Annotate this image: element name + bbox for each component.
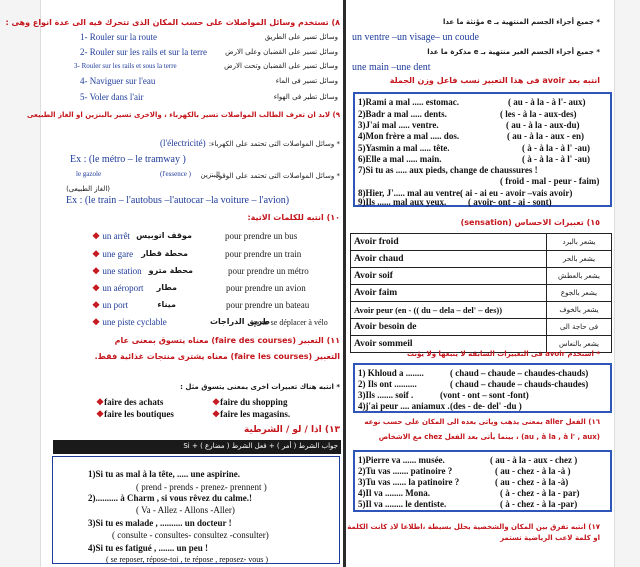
place-1-use: pour prendre un bus (225, 231, 298, 241)
shopping-title: * انتبه هناك تعبيرات اخرى بمعنى يتسوق مثل : (180, 383, 340, 391)
road-item-4-ar: وسائل تسير فى الماء (275, 77, 338, 85)
sens-ex-1-opts: ( chaud – chaude – chaudes-chauds) (450, 368, 589, 378)
si-exercise-2-options: ( Va - Allez - Allons -Aller) (136, 505, 235, 515)
sensation-ar: يشعر بالحر (547, 251, 612, 268)
aller-ex-1-opts: ( au - à la - aux - chez ) (490, 455, 578, 465)
avoir-ex-6-opts: ( à - à la - à l' -au) (522, 154, 590, 164)
sens-ex-2-opts: ( chaud – chaude – chauds-chaudes) (450, 379, 589, 389)
table-row (351, 319, 612, 336)
sensation-fr: Avoir soif (351, 268, 547, 285)
shopping-3: ❖faire les boutiques (96, 409, 174, 419)
sensation-fr: Avoir peur (en - (( du – dela – del' – des)) (351, 302, 547, 319)
shopping-2: ❖faire du shopping (212, 397, 288, 407)
feminine-body-rule: * جميع أجزاء الجسم المنتهية بـ e مؤنثة ما عدا (442, 18, 600, 26)
avoir-ex-7-q: 7)Si tu as ..... aux pieds, change de chaussures ! (358, 165, 538, 175)
avoir-ex-9-opts: ( avoir- ont - ai - sont) (468, 197, 552, 207)
chez-note: (au , à la , à l' , aux) ، بينما يأتى بعد الفعل chez مع الاشخاص (378, 433, 600, 441)
sensation-table (350, 233, 612, 353)
footer-note: ١٧) انتبه تفرق بين المكان والشخصية بحلل بسيطة ،اطلاعا لاذ كانت الكلمة او كلمة لاعب الرياضية تستمر (347, 523, 600, 542)
avoir-ex-5-opts: ( à - à la - à l' -au) (522, 143, 590, 153)
place-5-ar: ميناء (157, 300, 176, 309)
gas-ar: (الغاز الطبيعى) (66, 185, 110, 193)
place-6-ar: طريق الدراجات (209, 317, 270, 326)
place-4-ar: مطار (156, 283, 177, 292)
place-3-ar: محطة مترو (148, 266, 193, 275)
sens-ex-4-opts: (des - de- del' -du ) (450, 401, 522, 411)
place-3-use: pour prendre un métro (228, 266, 309, 276)
aller-ex-3-opts: ( au - chez - à la -à) (495, 477, 569, 487)
sensation-fr: Avoir besoin de (351, 319, 547, 336)
feminine-exceptions: une main –une dent (352, 62, 431, 73)
sensation-ar: يشعر بالنعاس (547, 336, 612, 353)
sensation-ar: يشعر بالعطش (547, 268, 612, 285)
avoir-ex-4-q: 4)Mon frère a mal ..... dos. (358, 131, 460, 141)
place-2-use: pour prendre un train (225, 249, 302, 259)
table-row (351, 268, 612, 285)
section-9-title: ٩) لابد ان تعرف الطالب المواصلات تسير بالكهرباء ، والاخرى تسير بالبنزين او الغاز الطبيعى (26, 111, 340, 119)
road-item-1-fr: 1- Rouler sur la route (80, 32, 157, 42)
place-6-use: pour se déplacer à vélo (254, 318, 328, 327)
masculine-exceptions: un ventre –un visage– un coude (352, 32, 479, 43)
place-2-ar: محطة قطار (141, 249, 188, 258)
place-5-use: pour prendre un bateau (226, 300, 310, 310)
avoir-ex-2-opts: ( les - à la - aux-des) (500, 109, 577, 119)
avoir-ex-1-q: 1)Rami a mal ..... estomac. (358, 97, 459, 107)
avoir-ex-4-opts: ( au - à la - aux - en) (507, 131, 584, 141)
section-8-title: ٨) تستخدم وسائل المواصلات على حسب المكان الذى تتحرك فيه الى عدة انواع وهى : (5, 18, 340, 27)
road-item-1-ar: وسائل تسير على الطريق (264, 33, 338, 41)
sensation-fr: Avoir froid (351, 234, 547, 251)
avoir-ex-9-q: 9)Ils ...... mal aux yeux. (358, 197, 447, 207)
aller-ex-5-q: 5)Il va ........ le dentiste. (358, 499, 447, 509)
aller-ex-3-q: 3)Tu vas ...... la patinoire ? (358, 477, 460, 487)
column-divider (343, 0, 346, 567)
sensation-ar: يشعر بالبرد (547, 234, 612, 251)
sens-ex-3-q: 3)Ils ....... soif . (358, 390, 414, 400)
avoir-ex-7-opts: ( froid - mal - peur - faim) (500, 176, 600, 186)
fuel-fr: (l'essence ) (160, 170, 191, 178)
fuel-label: * وسائل المواصلات التى تحتمد على الوقود (215, 172, 340, 180)
sensation-note: * استخدم avoir فى التعبيرات السابقة لا يتبعها ولا يؤنث (407, 350, 600, 358)
sensation-ar: يشعر بالخوف (547, 302, 612, 319)
place-5-fr: ❖ un port (92, 300, 129, 310)
aller-ex-1-q: 1)Pierre va ...... musée. (358, 455, 445, 465)
road-item-2-ar: وسائل تسير على القضبان وعلى الارض (225, 48, 338, 56)
table-row (351, 285, 612, 302)
aller-ex-2-q: 2)Tu vas ....... patinoire ? (358, 466, 453, 476)
si-exercise-4-question: 4)Si tu es fatigué , ....... un peu ! (88, 543, 209, 553)
place-2-fr: ❖ une gare (92, 249, 134, 259)
courses-note-2: التعبير (faire les courses) معناه يشترى منتجات غذائية فقط. (94, 352, 340, 361)
sensation-fr: Avoir faim (351, 285, 547, 302)
shopping-4: ❖faire les magasins. (212, 409, 291, 419)
si-exercise-3-options: ( consulte - consultes- consultez -consulter) (112, 530, 269, 540)
sens-ex-3-opts: (vont - ont – sont -font) (440, 390, 529, 400)
road-item-3-fr: 3- Rouler sur les rails et sous la terre (74, 62, 177, 70)
aller-ex-4-opts: ( à - chez - à la - par) (500, 488, 580, 498)
fuel-ar: البنزين (200, 171, 220, 179)
place-1-fr: ❖ un arrêt (92, 231, 131, 241)
avoir-ex-8-opts: ( ai - ai eu - avoir –vais avoir) (460, 188, 573, 198)
avoir-ex-6-q: 6)Elle a mal ..... main. (358, 154, 442, 164)
avoir-ex-3-opts: ( au - à la - aux-du) (506, 120, 580, 130)
sensation-fr: Avoir chaud (351, 251, 547, 268)
sensation-ar: فى حاجة الى (547, 319, 612, 336)
avoir-ex-8-q: 8)Hier, J'..... mal au ventre. (358, 188, 463, 198)
aller-ex-2-opts: ( au - chez - à la -à ) (495, 466, 571, 476)
si-exercise-4-options: ( se reposer, répose-toi , te répose , reposez- vous ) (106, 555, 269, 564)
place-1-ar: موقف اتوبيس (136, 231, 192, 240)
place-6-fr: ❖ une piste cyclable (92, 317, 167, 327)
aller-ex-5-opts: ( à - chez - à la -par) (500, 499, 578, 509)
sensation-title: ١٥) تعبيرات الاحساس (sensation) (460, 218, 600, 227)
avoir-ex-5-q: 5)Yasmin a mal ..... tête. (358, 143, 450, 153)
si-exercise-3-question: 3)Si tu es malade , .......... un docteur ! (88, 518, 232, 528)
shopping-1: ❖faire des achats (96, 397, 164, 407)
road-item-3-ar: وسائل تسير على القضبان وتحت الارض (224, 62, 338, 70)
avoir-ex-1-opts: ( au - à la - à l'- aux) (508, 97, 586, 107)
electric-label: * وسائل المواصلات التى تحتمد على الكهرباء: (208, 140, 340, 148)
avoir-title: انتبه بعد avoir فى هذا التعبير نسب فاعل وزن الجملة (389, 76, 600, 85)
section-13-title: ١٣) اذا / لو / الشرطية (244, 425, 340, 435)
sens-ex-4-q: 4)j'ai peur .... aniamux . (358, 401, 450, 411)
road-item-2-fr: 2- Rouler sur les rails et sur la terre (80, 47, 207, 57)
avoir-ex-2-q: 2)Badr a mal ..... dents. (358, 109, 447, 119)
sensation-ar: يشعر بالجوع (547, 285, 612, 302)
aller-note: ١٦) الفعل aller بمعنى يذهب وياتى بعده الى المكان على حسب نوعه (364, 418, 600, 426)
road-item-5-fr: 5- Voler dans l'air (80, 92, 144, 102)
fuel-example: Ex : (le train – l'autobus –l'autocar –la voiture – l'avion) (66, 195, 290, 206)
avoir-ex-3-q: 3)J'ai mal ..... ventre. (358, 120, 439, 130)
place-3-fr: ❖ une station (92, 266, 142, 276)
si-exercise-1-options: ( prend - prends - prenez- prennent ) (136, 482, 267, 492)
sens-ex-1-q: 1) Khloud a ........ (358, 368, 424, 378)
si-exercise-2-question: 2).......... à Charm , si vous rêvez du calme.! (88, 493, 252, 503)
section-10-title: ١٠) انتبه للكلمات الاتية: (247, 213, 340, 222)
sens-ex-2-q: 2) Ils ont .......... (358, 379, 417, 389)
courses-note-1: ١١) التعبير (faire des courses) معناه يتسوق بمعنى عام (114, 336, 340, 345)
road-item-4-fr: 4- Naviguer sur l'eau (80, 76, 156, 86)
sensation-fr: Avoir sommeil (351, 336, 547, 353)
electric-example: Ex : (le métro – le tramway ) (70, 154, 186, 165)
table-row (351, 251, 612, 268)
place-4-use: pour prendre un avion (226, 283, 306, 293)
electricity-fr: (l'électricité) (160, 138, 206, 148)
aller-ex-4-q: 4)Il va ........ Mona. (358, 488, 430, 498)
si-exercise-1-question: 1)Si tu as mal à la tête, ..... une aspirine. (88, 469, 240, 479)
masculine-body-rule: * جميع أجزاء الجسم الغير منتهية بـ e مذكرة ما عدا (427, 48, 600, 56)
table-row (351, 302, 612, 319)
place-4-fr: ❖ un aéroport (92, 283, 144, 293)
condition-rule-text: جواب الشرط ( أمر ) + فعل الشرط ( مضارع ) + Si (183, 442, 338, 450)
road-item-5-ar: وسائل تطير فى الهواء (273, 93, 338, 101)
table-row (351, 234, 612, 251)
gas-fr: le gazole (76, 170, 102, 178)
